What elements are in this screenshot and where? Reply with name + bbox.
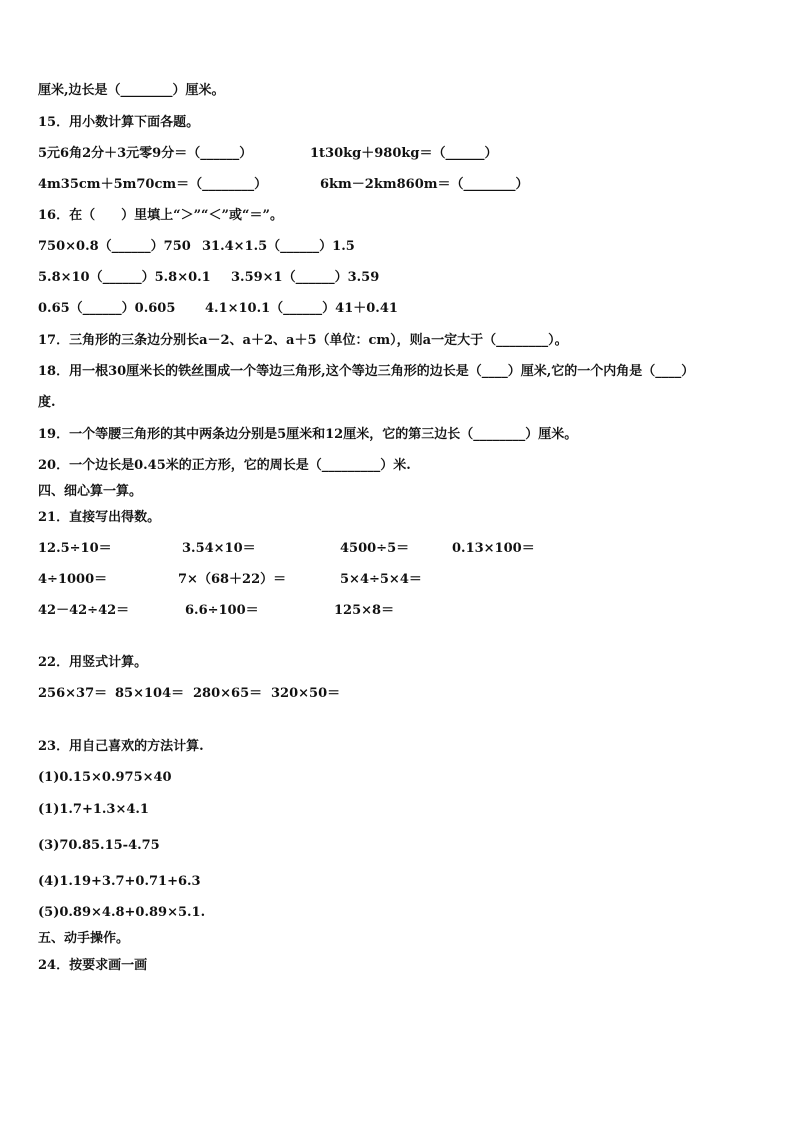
item-21j: 125×8＝ xyxy=(334,603,395,618)
item-23a: (1)0.15×0.975×40 xyxy=(38,770,172,785)
text-line: 厘米,边长是（________）厘米。 xyxy=(38,83,225,98)
question-24: 24．按要求画一画 xyxy=(38,958,148,973)
section-5-heading: 五、动手操作。 xyxy=(38,931,130,946)
item-21h: 42－42÷42＝ xyxy=(38,603,130,618)
item-23b: (1)1.7+1.3×4.1 xyxy=(38,802,149,817)
item-21f: 7×（68＋22）＝ xyxy=(178,572,287,587)
item-23c: (3)70.85.15-4.75 xyxy=(38,838,160,853)
item-22a: 256×37＝ xyxy=(38,686,108,701)
item-21i: 6.6÷100＝ xyxy=(185,603,259,618)
item-16f: 4.1×10.1（______）41＋0.41 xyxy=(205,301,398,316)
item-16a: 750×0.8（______）750 xyxy=(38,239,191,254)
question-20: 20．一个边长是0.45米的正方形，它的周长是（_________）米. xyxy=(38,458,411,473)
item-21e: 4÷1000＝ xyxy=(38,572,108,587)
item-16d: 3.59×1（______）3.59 xyxy=(231,270,380,285)
item-21d: 0.13×100＝ xyxy=(452,541,535,556)
question-15: 15．用小数计算下面各题。 xyxy=(38,115,200,130)
item-16b: 31.4×1.5（______）1.5 xyxy=(202,239,355,254)
item-23d: (4)1.19+3.7+0.71+6.3 xyxy=(38,874,201,889)
item-15d: 6km－2km860m＝（________） xyxy=(320,177,529,192)
question-21: 21．直接写出得数。 xyxy=(38,510,161,525)
item-15b: 1t30kg＋980kg＝（______） xyxy=(310,146,498,161)
item-23e: (5)0.89×4.8+0.89×5.1. xyxy=(38,905,206,920)
item-15a: 5元6角2分＋3元零9分＝（______） xyxy=(38,146,253,161)
item-15c: 4m35cm＋5m70cm＝（________） xyxy=(38,177,268,192)
item-16e: 0.65（______）0.605 xyxy=(38,301,176,316)
item-22b: 85×104＝ xyxy=(115,686,185,701)
question-18: 18．用一根30厘米长的铁丝围成一个等边三角形,这个等边三角形的边长是（____）厘米,它的一个内角是（____） xyxy=(38,364,695,379)
item-21g: 5×4÷5×4＝ xyxy=(340,572,422,587)
item-22d: 320×50＝ xyxy=(271,686,341,701)
question-16: 16．在（ ）里填上“＞”“＜”或“＝”。 xyxy=(38,208,283,223)
item-21b: 3.54×10＝ xyxy=(182,541,256,556)
question-23: 23．用自己喜欢的方法计算. xyxy=(38,739,204,754)
question-19: 19．一个等腰三角形的其中两条边分别是5厘米和12厘米，它的第三边长（________）厘米。 xyxy=(38,427,578,442)
question-18-cont: 度. xyxy=(38,395,56,410)
item-22c: 280×65＝ xyxy=(193,686,263,701)
question-22: 22．用竖式计算。 xyxy=(38,655,148,670)
section-4-heading: 四、细心算一算。 xyxy=(38,484,143,499)
question-17: 17．三角形的三条边分别长a－2、a＋2、a＋5（单位：cm），则a一定大于（________）。 xyxy=(38,333,568,348)
item-21a: 12.5÷10＝ xyxy=(38,541,112,556)
item-16c: 5.8×10（______）5.8×0.1 xyxy=(38,270,211,285)
item-21c: 4500÷5＝ xyxy=(340,541,410,556)
